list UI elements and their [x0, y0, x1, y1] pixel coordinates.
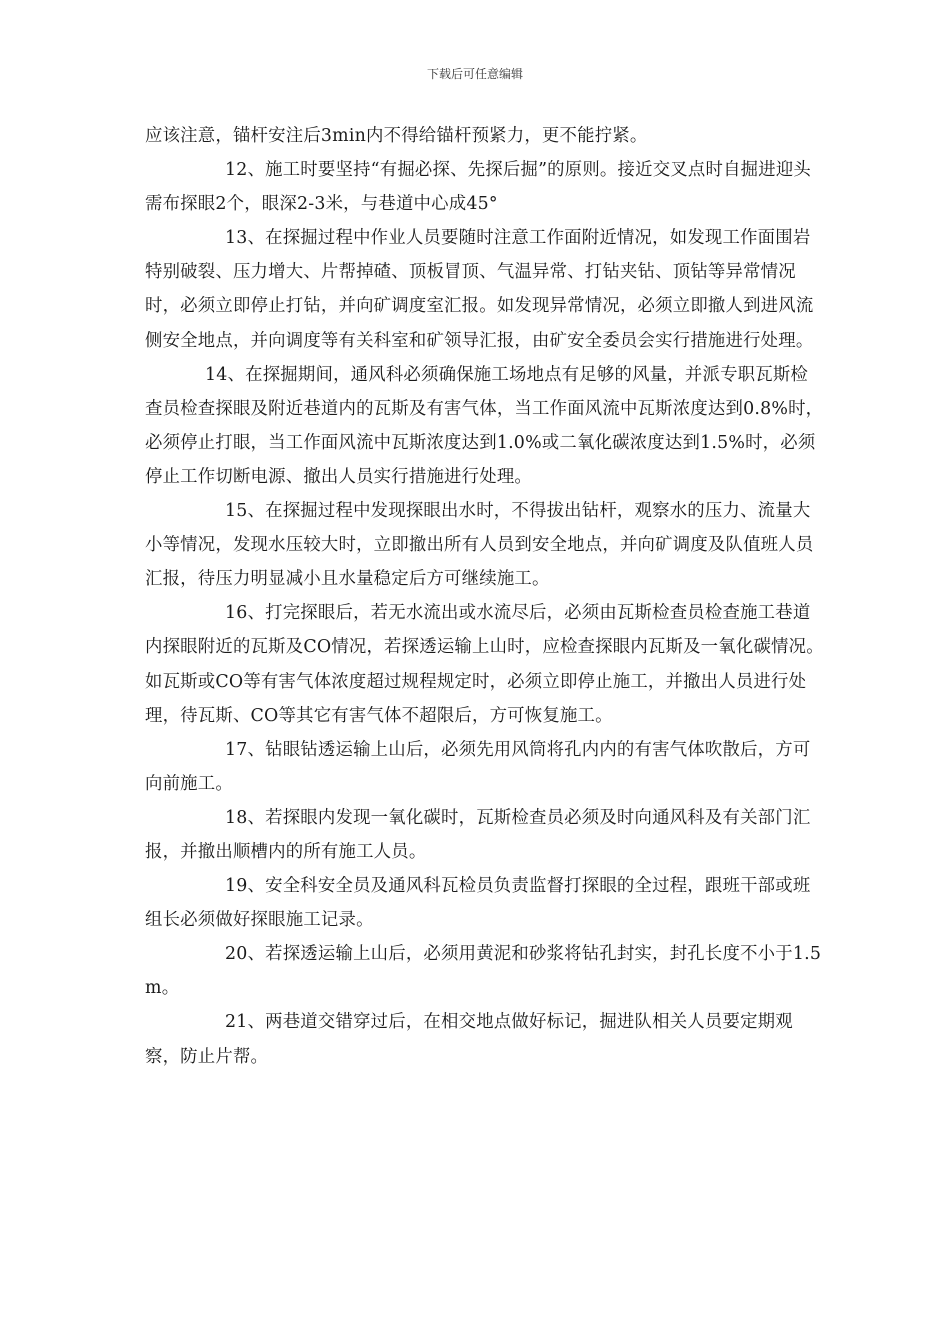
paragraph-item-17: 17、钻眼钻透运输上山后，必须先用风筒将孔内内的有害气体吹散后，方可向前施工。: [145, 739, 811, 794]
page-header: 下载后可任意编辑: [426, 67, 523, 81]
paragraph-item-13: 13、在探掘过程中作业人员要随时注意工作面附近情况，如发现工作面围岩特别破裂、压力增大、片帮掉碴、顶板冒顶、气温异常、打钻夹钻、顶钻等异常情况时，必须立即停止打钻，并向矿调度室汇报。如发现异常情况，必须立即撤人到进风流侧安全地点，并向调度等有关科室和矿领导汇报，由矿安全委员会实行措施进行处理。: [145, 228, 814, 351]
paragraph-item-21: 21、两巷道交错穿过后，在相交地点做好标记，掘进队相关人员要定期观察，防止片帮。: [145, 1012, 793, 1067]
paragraph-item-19: 19、安全科安全员及通风科瓦检员负责监督打探眼的全过程，跟班干部或班组长必须做好探眼施工记录。: [145, 876, 811, 931]
paragraph-item-15: 15、在探掘过程中发现探眼出水时，不得拔出钻杆，观察水的压力、流量大小等情况，发现水压较大时，立即撤出所有人员到安全地点，并向矿调度及队值班人员汇报，待压力明显减小且水量稳定后方可继续施工。: [145, 501, 814, 590]
paragraph-continuation: 应该注意，锚杆安注后3min内不得给锚杆预紧力，更不能拧紧。: [145, 126, 648, 146]
paragraph-item-16: 16、打完探眼后，若无水流出或水流尽后，必须由瓦斯检查员检查施工巷道内探眼附近的瓦斯及CO情况，若探透运输上山时，应检查探眼内瓦斯及一氧化碳情况。如瓦斯或CO等有害气体浓度超过规程规定时，必须立即停止施工，并撤出人员进行处理，待瓦斯、CO等其它有害气体不超限后，方可恢复施工。: [145, 603, 824, 726]
paragraph-item-20: 20、若探透运输上山后，必须用黄泥和砂浆将钻孔封实，封孔长度不小于1.5m。: [145, 944, 822, 999]
paragraph-item-18: 18、若探眼内发现一氧化碳时，瓦斯检查员必须及时向通风科及有关部门汇报，并撤出顺槽内的所有施工人员。: [145, 807, 811, 862]
paragraph-item-14: 14、在探掘期间，通风科必须确保施工场地点有足够的风量，并派专职瓦斯检查员检查探眼及附近巷道内的瓦斯及有害气体，当工作面风流中瓦斯浓度达到0.8%时，必须停止打眼，当工作面风流中瓦斯浓度达到1.0%或二氧化碳浓度达到1.5%时，必须停止工作切断电源、撤出人员实行措施进行处理。: [145, 364, 824, 487]
document-body: [145, 119, 825, 1074]
paragraph-item-12: 12、施工时要坚持“有掘必探、先探后掘”的原则。接近交叉点时自掘进迎头需布探眼2个，眼深2-3米，与巷道中心成45°: [145, 160, 812, 215]
